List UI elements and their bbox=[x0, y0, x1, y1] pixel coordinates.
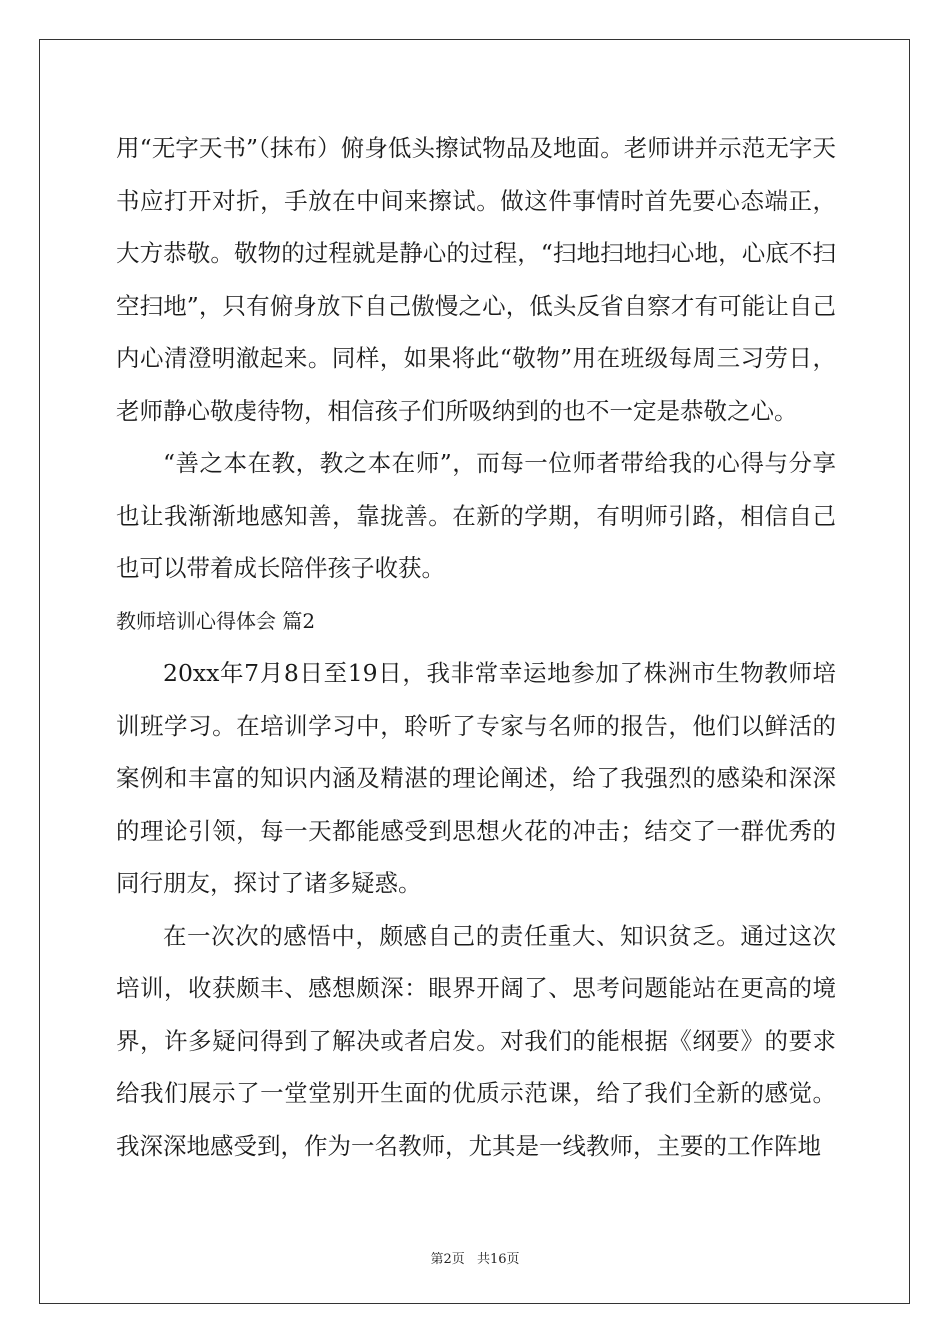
page-total: 共16页 bbox=[476, 1252, 520, 1267]
paragraph: “善之本在教，教之本在师”，而每一位师者带给我的心得与分享也让我渐渐地感知善，靠拢善。在新的学期，有明师引路，相信自己也可以带着成长陪伴孩子收获。 bbox=[116, 449, 836, 582]
page-number: 第2页 bbox=[430, 1252, 465, 1267]
document-body bbox=[116, 122, 836, 1172]
paragraph-continuation: 用“无字天书”（抹布）俯身低头擦试物品及地面。老师讲并示范无字天书应打开对折，手放在中间来擦试。做这件事情时首先要心态端正，大方恭敬。敬物的过程就是静心的过程，“扫地扫地扫心地，心底不扫空扫地”，只有俯身放下自己傲慢之心，低头反省自察才有可能让自己内心清澄明澈起来。同样，如果将此“敬物”用在班级每周三习劳日，老师静心敬虔待物，相信孩子们所吸纳到的也不一定是恭敬之心。 bbox=[116, 134, 836, 425]
section-heading: 教师培训心得体会 篇2 bbox=[116, 608, 316, 633]
paragraph: 在一次次的感悟中，颇感自己的责任重大、知识贫乏。通过这次培训，收获颇丰、感想颇深：眼界开阔了、思考问题能站在更高的境界，许多疑问得到了解决或者启发。对我们的能根据《纲要》的要求给我们展示了一堂堂别开生面的优质示范课，给了我们全新的感觉。我深深地感受到，作为一名教师，尤其是一线教师，主要的工作阵地 bbox=[116, 921, 836, 1160]
page-footer bbox=[0, 1248, 950, 1267]
paragraph: 20xx年7月8日至19日，我非常幸运地参加了株洲市生物教师培训班学习。在培训学习中，聆听了专家与名师的报告，他们以鲜活的案例和丰富的知识内涵及精湛的理论阐述，给了我强烈的感染和深深的理论引领，每一天都能感受到思想火花的冲击；结交了一群优秀的同行朋友，探讨了诸多疑惑。 bbox=[116, 659, 836, 897]
